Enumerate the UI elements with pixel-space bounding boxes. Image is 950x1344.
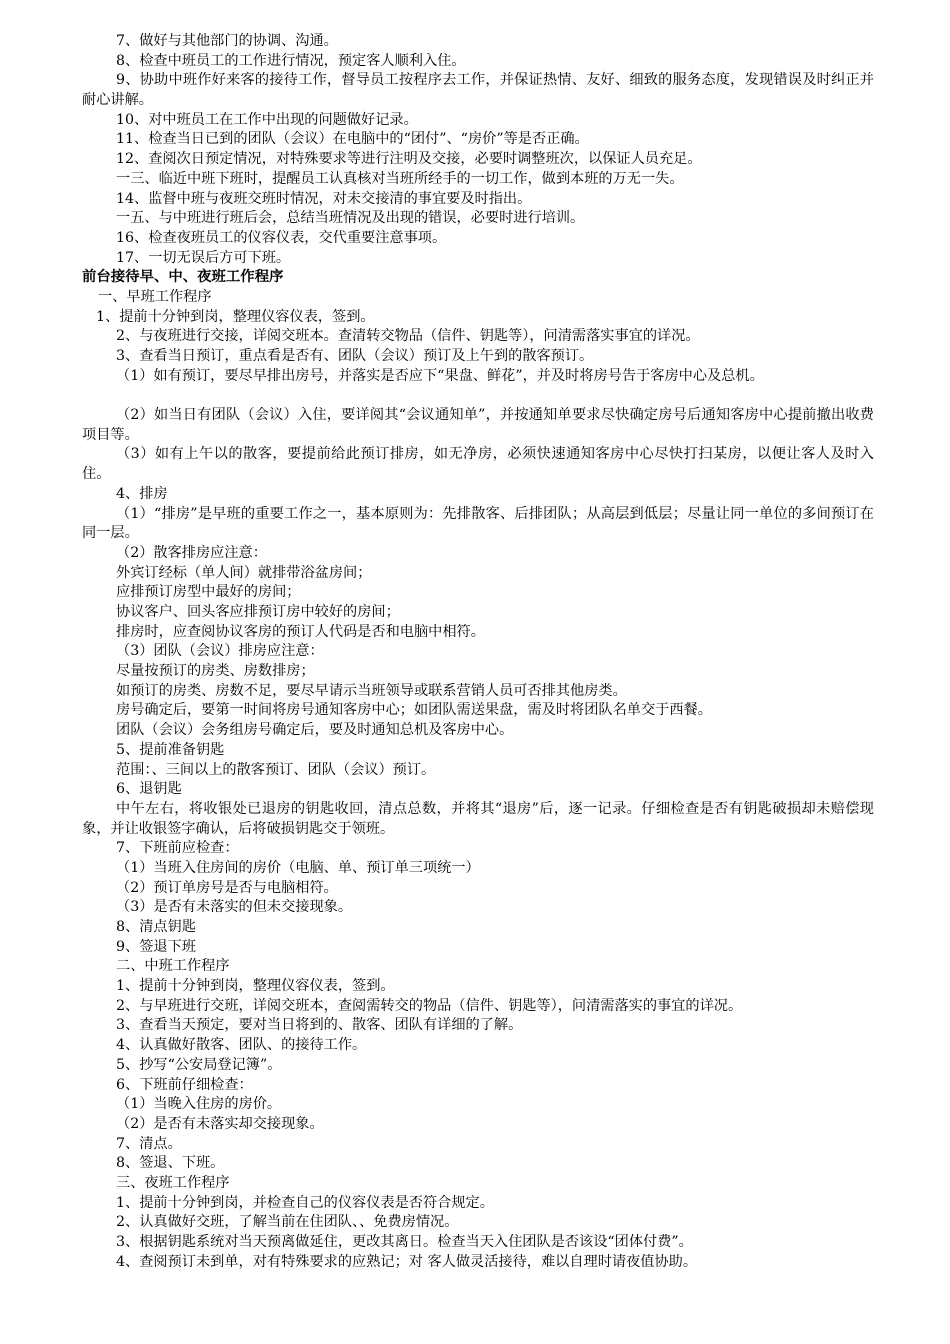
text-line: 8、签退、下班。	[116, 1155, 225, 1172]
text-line: 8、清点钥匙	[116, 919, 196, 936]
text-line: 1、提前十分钟到岗，整理仪容仪表，签到。	[116, 978, 395, 995]
text-line: 3、查看当天预定，要对当日将到的、散客、团队有详细的了解。	[116, 1017, 523, 1034]
text-line: 应排预订房型中最好的房间；	[116, 584, 301, 601]
text-line: 16、检查夜班员工的仪容仪表，交代重要注意事项。	[116, 229, 447, 246]
text-line: 范围：、三间以上的散客预订、团队（会议）预订。	[116, 761, 436, 778]
text-line: 2、与早班进行交班，详阅交班本，查阅需转交的物品（信件、钥匙等），问清需落实的事宜的详况。	[116, 997, 743, 1014]
text-line: 4、认真做好散客、团队、的接待工作。	[116, 1037, 367, 1054]
text-line: （1）当晚入住房的房价。	[116, 1096, 282, 1113]
text-line: 10、对中班员工在工作中出现的问题做好记录。	[116, 111, 418, 128]
text-line: 2、与夜班进行交接，详阅交班本。查清转交物品（信件、钥匙等），问清需落实事宜的详况。	[116, 328, 700, 345]
text-line: 一五、与中班进行班后会，总结当班情况及出现的错误，必要时进行培训。	[116, 210, 585, 227]
text-line: 11、检查当日已到的团队（会议）在电脑中的“团付”、“房价”等是否正确。	[116, 131, 589, 148]
text-line: 6、下班前仔细检查：	[116, 1076, 253, 1093]
text-line: 14、监督中班与夜班交班时情况，对未交接清的事宜要及时指出。	[116, 190, 532, 207]
text-line: 一、早班工作程序	[98, 288, 212, 305]
text-line: 如预订的房类、房数不足，要尽早请示当班领导或联系营销人员可否排其他房类。	[116, 682, 627, 699]
text-line: （3）如有上午以的散客，要提前给此预订排房，如无净房，必须快速通知客房中心尽快打扫某房，以便让客人及时入住。	[82, 446, 874, 483]
text-line: 三、夜班工作程序	[116, 1174, 230, 1191]
text-line: 尽量按预订的房类、房数排房；	[116, 663, 315, 680]
text-line: 5、抄写“公安局登记簿”。	[116, 1056, 282, 1073]
text-line: 中午左右，将收银处已退房的钥匙收回，清点总数，并将其“退房”后，逐一记录。仔细检查是否有钥匙破损却未赔偿现象，并让收银签字确认，后将破损钥匙交于领班。	[82, 800, 874, 837]
text-line: 7、做好与其他部门的协调、沟通。	[116, 33, 338, 49]
text-line: 4、查阅预订未到单，对有特殊要求的应熟记；对 客人做灵活接待，难以自理时请夜值协助。	[116, 1253, 698, 1270]
text-line: 二、中班工作程序	[116, 958, 230, 975]
text-line: （2）如当日有团队（会议）入住，要详阅其“会议通知单”，并按通知单要求尽快确定房号后通知客房中心提前撤出收费项目等。	[82, 407, 874, 443]
text-line: 外宾订经标（单人间）就排带浴盆房间；	[116, 564, 372, 581]
text-line: 2、认真做好交班，了解当前在住团队、、免费房情况。	[116, 1214, 459, 1231]
text-line: （3）是否有未落实的但未交接现象。	[116, 899, 353, 916]
text-line: （2）预订单房号是否与电脑相符。	[116, 879, 338, 896]
text-line: 1、提前十分钟到岗，并检查自己的仪容仪表是否符合规定。	[116, 1194, 494, 1211]
text-line: 团队（会议）会务组房号确定后，要及时通知总机及客房中心。	[116, 722, 514, 739]
text-line: （3）团队（会议）排房应注意：	[116, 643, 324, 660]
text-line: 17、一切无误后方可下班。	[116, 249, 291, 266]
text-line: 8、检查中班员工的工作进行情况，预定客人顺利入住。	[116, 52, 466, 69]
text-line: 5、提前准备钥匙	[116, 741, 225, 758]
text-line: 6、退钥匙	[116, 781, 182, 798]
text-line: 3、查看当日预订，重点看是否有、团队（会议）预订及上午到的散客预订。	[116, 348, 594, 365]
text-line: 1、提前十分钟到岗，整理仪容仪表，签到。	[96, 308, 375, 325]
text-line: 排房时，应查阅协议客房的预订人代码是否和电脑中相符。	[116, 623, 485, 640]
section-heading: 前台接待早、中、夜班工作程序	[82, 269, 284, 286]
text-line: （1）当班入住房间的房价（电脑、单、预订单三项统一）	[116, 859, 480, 876]
text-line: 一三、临近中班下班时，提醒员工认真核对当班所经手的一切工作，做到本班的万无一失。	[116, 170, 684, 187]
text-line: 协议客户、回头客应排预订房中较好的房间；	[116, 604, 400, 621]
text-line: 7、下班前应检查：	[116, 840, 239, 857]
text-line: 7、清点。	[116, 1135, 182, 1152]
text-line: 12、查阅次日预定情况，对特殊要求等进行注明及交接，必要时调整班次，以保证人员充足。	[116, 151, 702, 168]
text-line: （1）如有预订，要尽早排出房号，并落实是否应下“果盘、鲜花”，并及时将房号告于客房中心及总机。	[116, 367, 764, 384]
text-line: 3、根据钥匙系统对当天预离做延住，更改其离日。检查当天入住团队是否该设“团体付费”。	[116, 1234, 693, 1251]
text-line: （2）散客排房应注意：	[116, 544, 267, 561]
text-line: （1）“排房”是早班的重要工作之一，基本原则为：先排散客、后排团队；从高层到低层；尽量让同一单位的多间预订在同一层。	[82, 505, 874, 542]
text-line: （2）是否有未落实却交接现象。	[116, 1115, 324, 1132]
text-line: 9、协助中班作好来客的接待工作，督导员工按程序去工作，并保证热情、友好、细致的服务态度，发现错误及时纠正并耐心讲解。	[82, 72, 874, 109]
text-line: 房号确定后，要第一时间将房号通知客房中心；如团队需送果盘，需及时将团队名单交于西餐。	[116, 702, 712, 719]
text-line: 4、排房	[116, 485, 168, 502]
text-line: 9、签退下班	[116, 938, 196, 955]
